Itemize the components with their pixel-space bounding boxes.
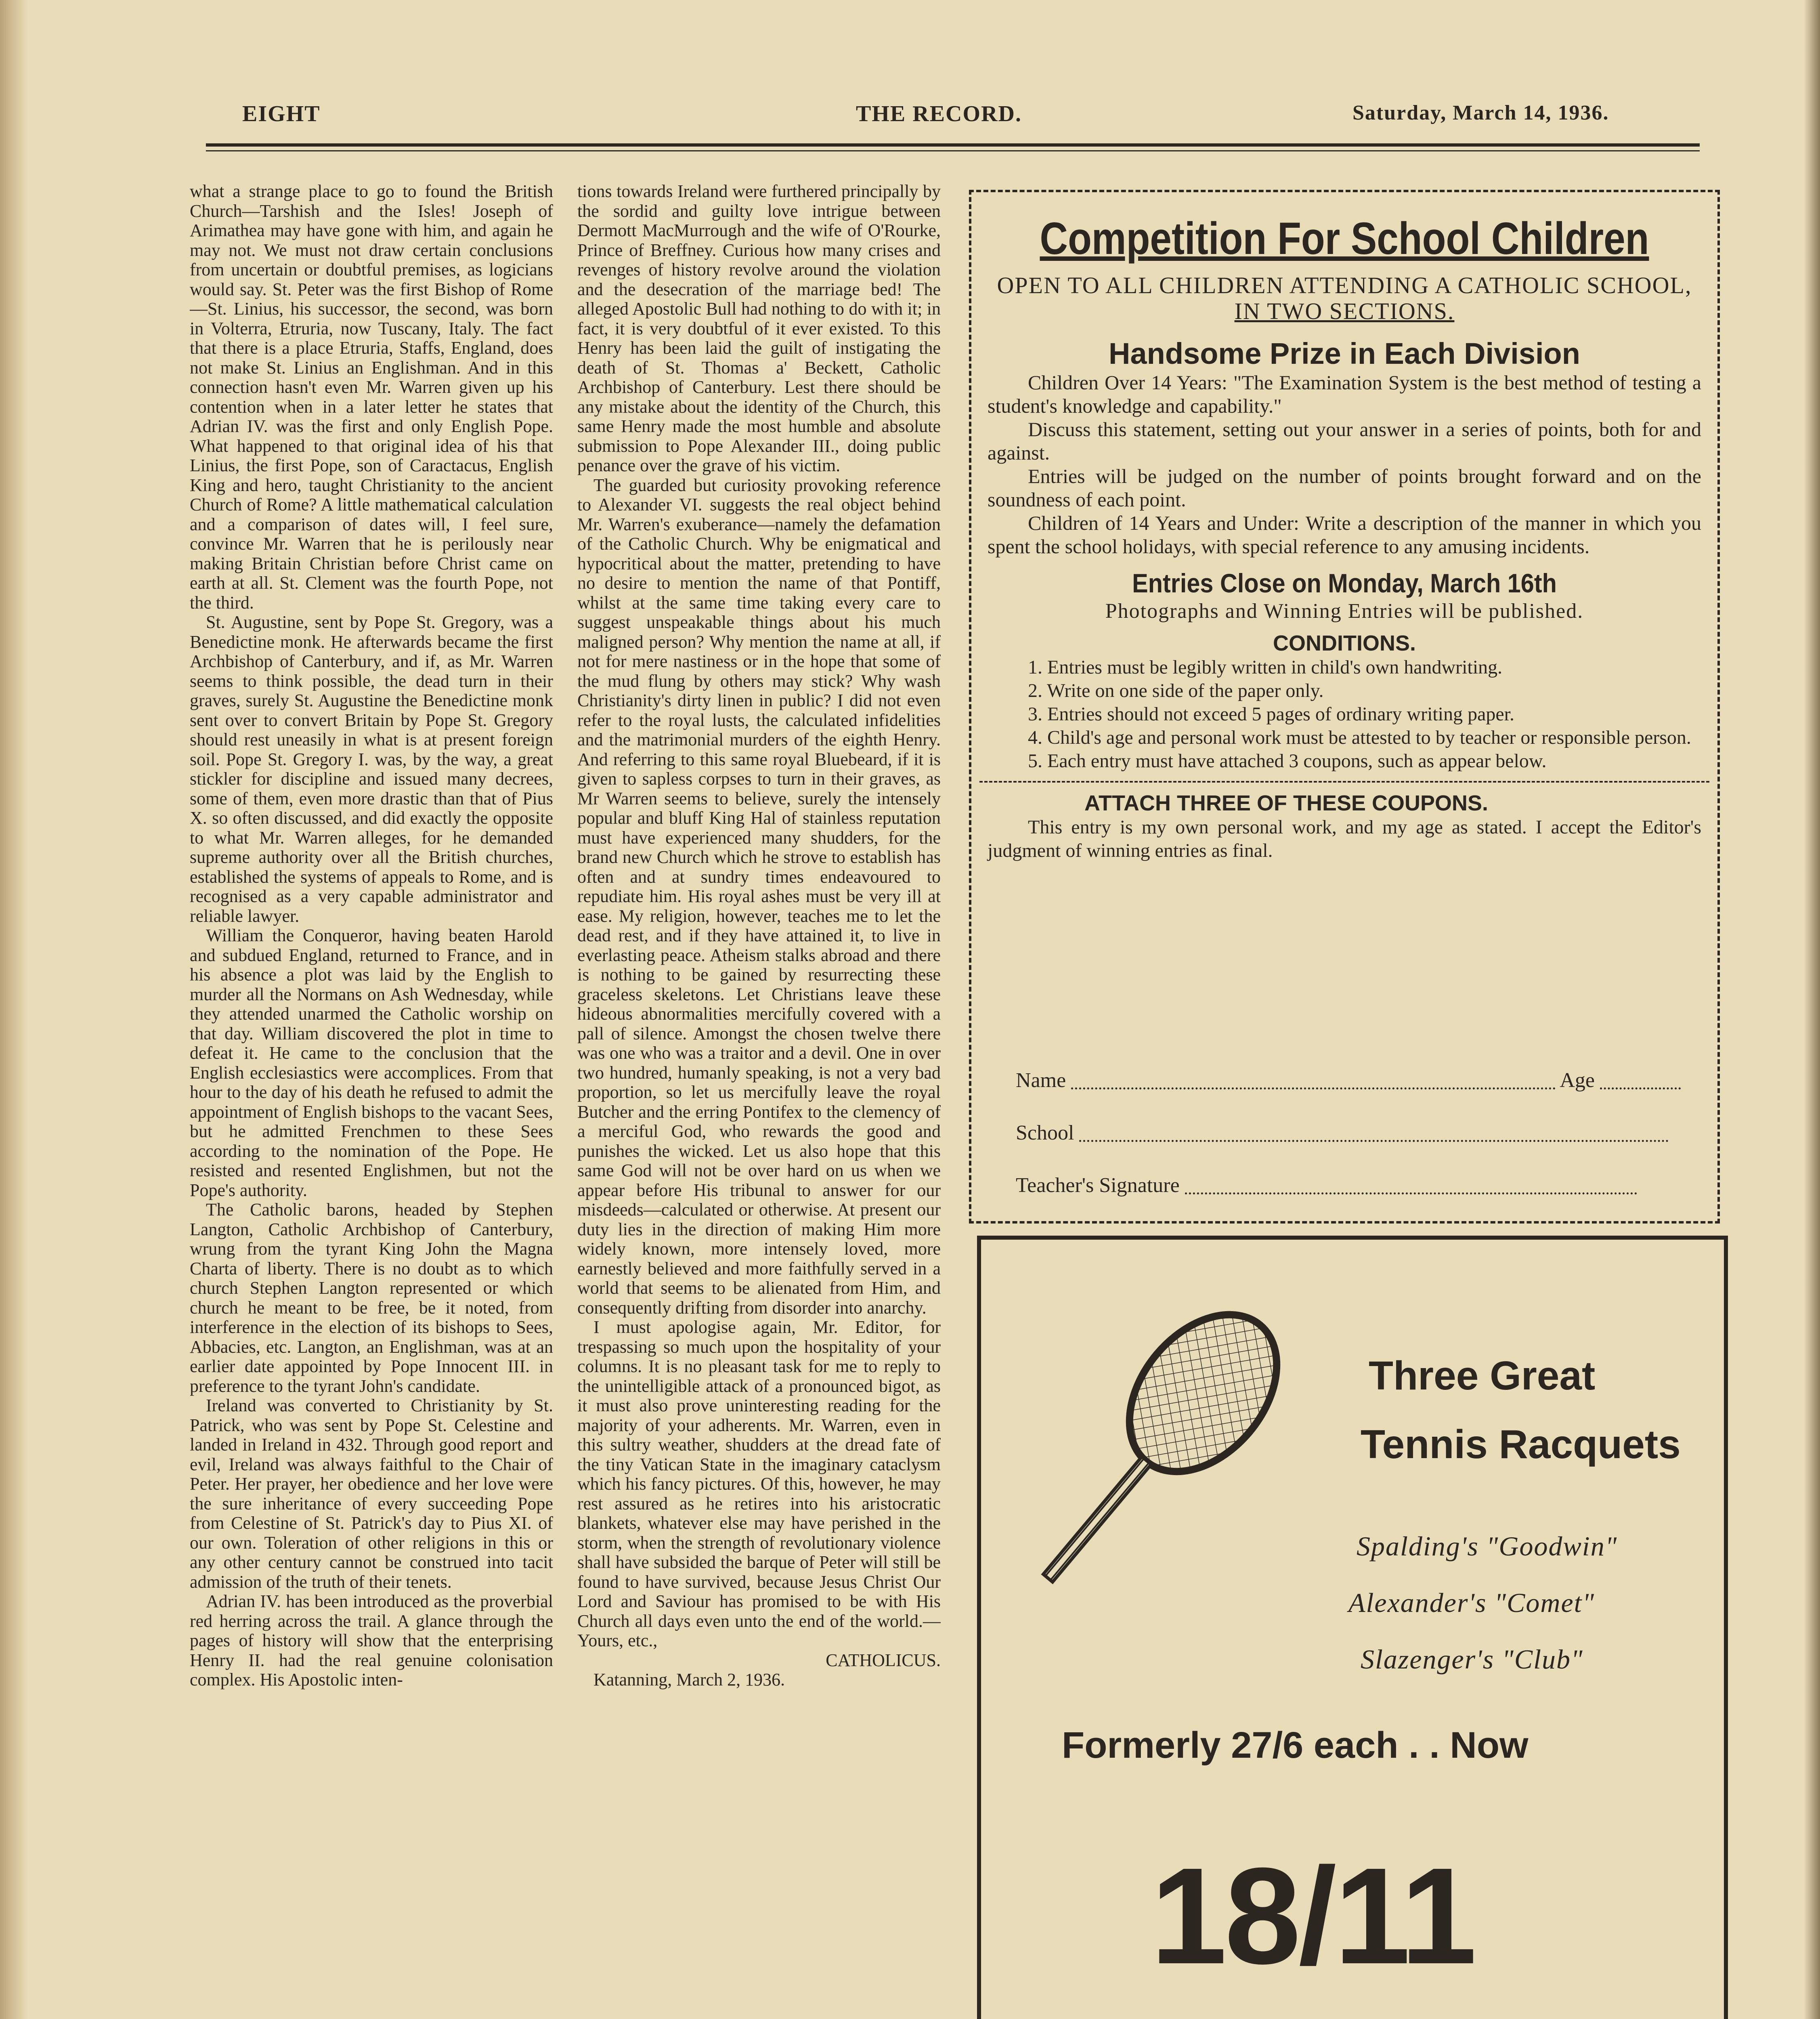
article-paragraph: I must apologise again, Mr. Editor, for trespassing so much upon the hospitality of your columns. It is no pleasant task for me to reply to the unintelligible attack of a pronounced bigot, as it must also prove uninteresting reading for the majority of your adherents. Mr. Warren, even in this sultry weather, shudders at the dread fate of the tiny Vatican State in the imaginary cataclysm which his fancy pictures. Of this, however, he may rest assured as he retires into his aristocratic blankets, whatever else may have perished in the storm, when the strength of revolutionary violence shall have subsided the barque of Peter will still be found to have survived, because Jesus Christ Our Lord and Saviour has promised to be with His Church all days even unto the end of the world.—Yours, etc., bbox=[577, 1317, 941, 1650]
coupon-heading: ATTACH THREE OF THESE COUPONS. bbox=[1084, 791, 1489, 815]
competition-title: Competition For School Children bbox=[1040, 213, 1649, 264]
issue-date: Saturday, March 14, 1936. bbox=[1352, 101, 1609, 124]
condition-item: 2. Write on one side of the paper only. bbox=[1028, 680, 1324, 701]
article-paragraph: The Catholic barons, headed by Stephen Langton, Catholic Archbishop of Canterbury, wrung from the tyrant King John the Magna Charta of liberty. There is no doubt as to which church Stephen Langton represented or which church he meant to be free, be it noted, from interference in the election of its bishops to Sees, Abbacies, etc. Langton, an Englishman, was at an earlier date appointed by Pope Innocent III. in preference to the tyrant John's candidate. bbox=[190, 1200, 553, 1396]
article-paragraph: tions towards Ireland were furthered principally by the sordid and guilty love intrigue between Dermott MacMurrough and the wife of O'Rourke, Prince of Breffney. Curious how many crises and revenges of history revolve around the violation and the desecration of the marriage bed! The alleged Apostolic Bull had nothing to do with it; in fact, it is very doubtful of it ever existed. To this Henry has been laid the guilt of instigating the death of St. Thomas a' Beckett, Catholic Archbishop of Canterbury. Lest there should be any mistake about the identity of the Church, this same Henry made the most humble and absolute submission to Pope Alexander III., doing public penance over the grave of his victim. bbox=[577, 182, 941, 475]
competition-sections: IN TWO SECTIONS. bbox=[1234, 298, 1455, 324]
photographs-note: Photographs and Winning Entries will be published. bbox=[1105, 600, 1584, 623]
article-place-date: Katanning, March 2, 1936. bbox=[593, 1670, 785, 1689]
teacher-field[interactable] bbox=[1016, 1173, 1637, 1197]
header-rule-thin bbox=[206, 150, 1700, 151]
over-14-topic: Children Over 14 Years: "The Examination System is the best method of testing a student's knowledge and capability." bbox=[988, 371, 1701, 417]
masthead: THE RECORD. bbox=[856, 101, 1022, 126]
article-paragraph: what a strange place to go to found the British Church—Tarshish and the Isles! Joseph of Arimathea may have gone with him, and again he may not. We must not draw certain conclusions from uncertain or doubtful premises, as logicians would say. St. Peter was the first Bishop of Rome—St. Linius, his successor, the second, was born in Volterra, Etruria, now Tuscany, Italy. The fact that there is a place Etruria, Staffs, England, does not make St. Linius an Englishman. And in this connection hasn't even Mr. Warren given up his contention when in a later letter he states that Adrian IV. was the first and only English Pope. What happened to that original idea of his that Linius, the first Pope, son of Caractacus, English King and hero, taught Christianity to the ancient Church of Rome? A little mathematical calculation and a comparison of dates will, I feel sure, convince Mr. Warren that he is perilously near making Britain Christian before Christ came on earth at all. St. Clement was the fourth Pope, not the third. bbox=[190, 182, 553, 613]
tennis-heading-2: Tennis Racquets bbox=[1361, 1422, 1681, 1467]
school-label: School bbox=[1016, 1121, 1074, 1144]
prize-heading: Handsome Prize in Each Division bbox=[1109, 337, 1580, 370]
entries-close: Entries Close on Monday, March 16th bbox=[1132, 568, 1557, 598]
competition-subtitle: OPEN TO ALL CHILDREN ATTENDING A CATHOLIC SCHOOL, bbox=[997, 272, 1692, 298]
under-14-topic: Children of 14 Years and Under: Write a description of the manner in which you spent the school holidays, with special reference to any amusing incidents. bbox=[988, 512, 1701, 558]
page-spine bbox=[0, 0, 28, 2019]
article-paragraph: The guarded but curiosity provoking reference to Alexander VI. suggests the real object behind Mr. Warren's exuberance—namely the defamation of the Catholic Church. Why be enigmatical and hypocritical about the matter, pretending to have no desire to mention the name of that Pontiff, whilst at the same time taking every care to suggest unspeakable things about his much maligned person? Why mention the name at all, if not for mere nastiness or in the hope that some of the mud flung by others may stick? Why wash Christianity's dirty linen in public? I did not even refer to the royal lusts, the calculated infidelities and the matrimonial murders of the eighth Henry. And referring to this same royal Bluebeard, if it is given to sapless corpses to turn in their graves, as Mr Warren seems to believe, surely the intensely popular and bluff King Hal of stainless reputation must have experienced many shudders, for the brand new Church which he strove to establish has often and at sundry times endeavoured to repudiate him. His royal ashes must be very ill at ease. My religion, however, teaches me to let the dead rest, and if they have attained it, to live in everlasting peace. Atheism stalks abroad and there is nothing to be gained by resurrecting these graceless skeletons. Let Christians leave these hideous abnormalities mercifully covered with a pall of silence. Amongst the chosen twelve there was one who was a traitor and a devil. One in over two hundred, humanly speaking, is not a very bad proportion, so let us mercifully leave the royal Butcher and the erring Pontifex to the clemency of a merciful God, who rewards the good and punishes the wicked. Let us also hope that this same God will not be over hard on us when we appear before His tribunal to answer for our misdeeds—calculated or otherwise. At present our duty lies in the direction of making Him more widely known, more intensely loved, more earnestly believed and more faithfully served in a world that seems to be alienated from Him, and consequently drifting from disorder into anarchy. bbox=[577, 475, 941, 1318]
condition-item: 5. Each entry must have attached 3 coupons, such as appear below. bbox=[1028, 750, 1547, 772]
brand-club: Slazenger's "Club" bbox=[1361, 1644, 1583, 1675]
judged-text: Entries will be judged on the number of points brought forward and on the soundness of each point. bbox=[988, 465, 1701, 511]
condition-item: 3. Entries should not exceed 5 pages of ordinary writing paper. bbox=[1028, 703, 1515, 725]
age-label: Age bbox=[1560, 1069, 1595, 1092]
article-paragraph: William the Conqueror, having beaten Harold and subdued England, returned to France, and in his absence a plot was laid by the English to murder all the Normans on Ash Wednesday, while they attended unarmed the Catholic worship on that day. William discovered the plot in time to defeat it. He came to the conclusion that the English ecclesiastics were accomplices. From that hour to the day of his death he refused to admit the appointment of English bishops to the vacant Sees, but he admitted Frenchmen to these Sees according to the nomination of the Pope. He resisted and resented Englishmen, but not the Pope's authority. bbox=[190, 926, 553, 1200]
header-rule bbox=[206, 143, 1700, 147]
article-paragraph: Adrian IV. has been introduced as the proverbial red herring across the trail. A glance through the pages of history will show that the enterprising Henry II. had the real genuine colonisation complex. His Apostolic inten- bbox=[190, 1591, 553, 1689]
condition-item: 1. Entries must be legibly written in child's own handwriting. bbox=[1028, 657, 1503, 678]
school-field[interactable] bbox=[1016, 1121, 1669, 1145]
discuss-text: Discuss this statement, setting out your answer in a series of points, both for and against. bbox=[988, 418, 1701, 464]
foys-tennis-ad bbox=[977, 1236, 1728, 2019]
tennis-heading-1: Three Great bbox=[1369, 1353, 1596, 1398]
article-paragraph: Ireland was converted to Christianity by St. Patrick, who was sent by Pope St. Celestine and landed in Ireland in 432. Through good report and evil, Ireland was always faithful to the Chair of Peter. Her prayer, her obedience and her love were the sure inheritance of every succeeding Pope from Celestine of St. Patrick's day to Pius XI. of our own. Toleration of other religions in this or any other century cannot be construed into tacit admission of the truth of their tenets. bbox=[190, 1396, 553, 1592]
name-field[interactable] bbox=[1016, 1068, 1681, 1092]
article-signature: CATHOLICUS. bbox=[826, 1650, 941, 1670]
page-number: EIGHT bbox=[242, 101, 321, 126]
conditions-heading: CONDITIONS. bbox=[1273, 631, 1416, 655]
teacher-label: Teacher's Signature bbox=[1016, 1174, 1180, 1197]
brand-goodwin: Spalding's "Goodwin" bbox=[1357, 1531, 1618, 1561]
condition-item: 4. Child's age and personal work must be attested to by teacher or responsible person. bbox=[1028, 727, 1691, 748]
competition-box bbox=[969, 190, 1720, 1224]
article-paragraph: St. Augustine, sent by Pope St. Gregory, was a Benedictine monk. He afterwards became the first Archbishop of Canterbury, and if, as Mr. Warren seems to think possible, the dead turn in their graves, surely St. Augustine the Benedictine monk sent over to convert Britain by Pope St. Gregory should rest uneasily in what is at present foreign soil. Pope St. Gregory I. was, by the way, a great stickler for discipline and issued many decrees, some of them, even more drastic than that of Pius X. so often discussed, and did exactly the opposite to what Mr. Warren alleges, for he demanded supreme authority over all the British churches, established the systems of appeals to Rome, and is recognised as a very capable administrator and reliable lawyer. bbox=[190, 612, 553, 926]
tennis-racquet-icon bbox=[993, 1288, 1316, 1652]
coupon-divider bbox=[979, 781, 1709, 783]
brand-comet: Alexander's "Comet" bbox=[1348, 1587, 1595, 1618]
article-column-2 bbox=[577, 182, 941, 2019]
formerly-price: Formerly 27/6 each . . Now bbox=[1062, 1725, 1529, 1766]
name-label: Name bbox=[1016, 1069, 1066, 1092]
coupon-text: This entry is my own personal work, and my age as stated. I accept the Editor's judgment of winning entries as final. bbox=[988, 816, 1701, 861]
article-column-1 bbox=[190, 182, 553, 2019]
page-edge bbox=[1804, 0, 1820, 2019]
sale-price: 18/11 bbox=[1151, 1839, 1475, 1993]
